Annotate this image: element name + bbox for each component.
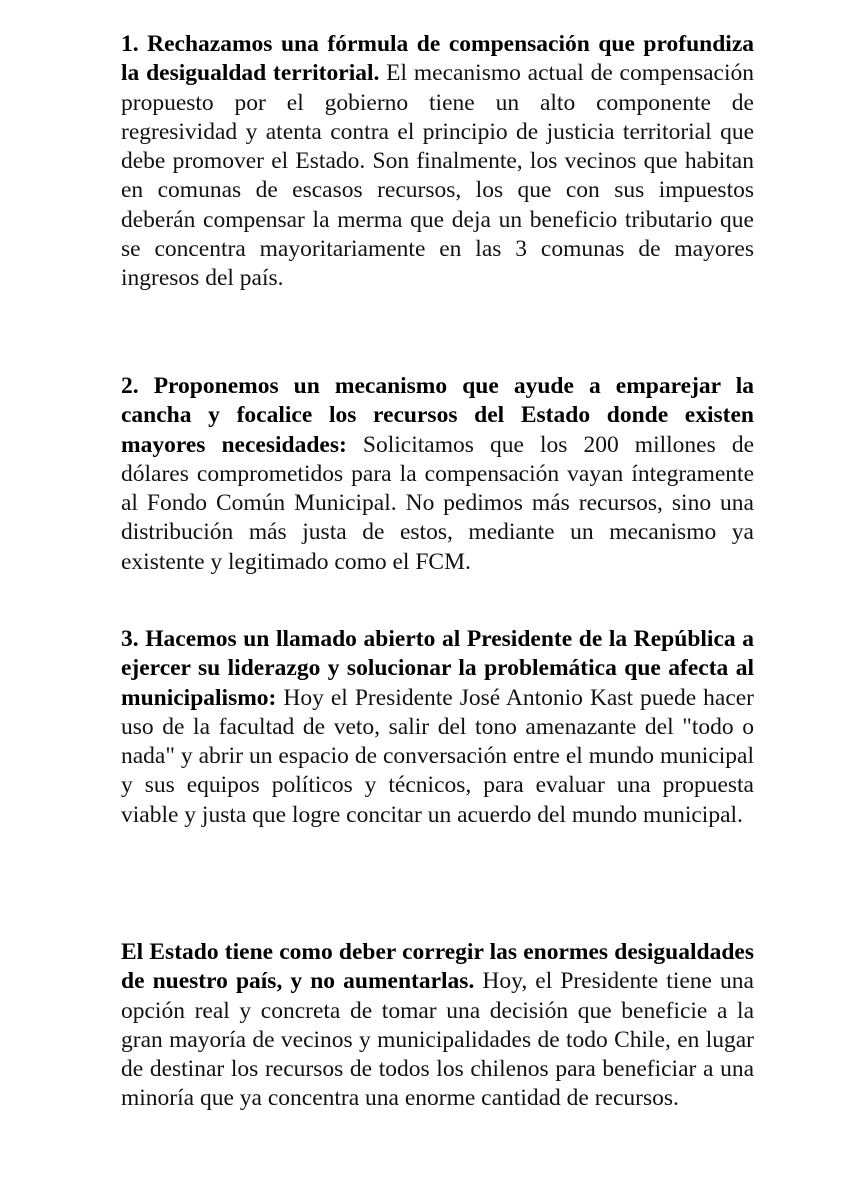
paragraph-1: [121, 30, 754, 294]
paragraph-3: [121, 625, 754, 830]
paragraph-4-body: Hoy, el Presidente tiene una opción real y concreta de tomar una decisión que beneficie a la gran mayoría de vecinos y municipalidades de todo Chile, en lugar de destinar los recursos de todos los chilenos para beneficiar a una minoría que ya concentra una enorme cantidad de recursos.: [121, 968, 754, 1112]
paragraph-4-heading: El Estado tiene como deber corregir las enormes desigualdades de nuestro país, y no aumentarlas.: [121, 939, 754, 995]
paragraph-2-body: Solicitamos que los 200 millones de dólares comprometidos para la compensación vayan íntegramente al Fondo Común Municipal. No pedimos más recursos, sino una distribución más justa de estos, mediante un mecanismo ya existente y legitimado como el FCM.: [121, 431, 755, 575]
paragraph-2-heading: 2. Proponemos un mecanismo que ayude a emparejar la cancha y focalice los recursos del Estado donde existen mayores necesidades:: [121, 373, 754, 458]
paragraph-2: [121, 372, 754, 577]
paragraph-3-body: Hoy el Presidente José Antonio Kast puede hacer uso de la facultad de veto, salir del tono amenazante del "todo o nada" y abrir un espacio de conversación entre el mundo municipal y sus equipos políticos y técnicos, para evaluar una propuesta viable y justa que logre concitar un acuerdo del mundo municipal.: [121, 684, 754, 828]
paragraph-4: [121, 938, 754, 1114]
paragraph-1-body: El mecanismo actual de compensación propuesto por el gobierno tiene un alto componente de regresividad y atenta contra el principio de justicia territorial que debe promover el Estado. Son finalmente, los vecinos que habitan en comunas de escasos recursos, los que con sus impuestos deberán compensar la merma que deja un beneficio tributario que se concentra mayoritariamente en las 3 comunas de mayores ingresos del país.: [121, 60, 754, 292]
paragraph-1-heading: 1. Rechazamos una fórmula de compensación que profundiza la desigualdad territorial.: [121, 31, 754, 87]
paragraph-3-heading: 3. Hacemos un llamado abierto al Presidente de la República a ejercer su liderazgo y solucionar la problemática que afecta al municipalismo:: [121, 626, 754, 711]
